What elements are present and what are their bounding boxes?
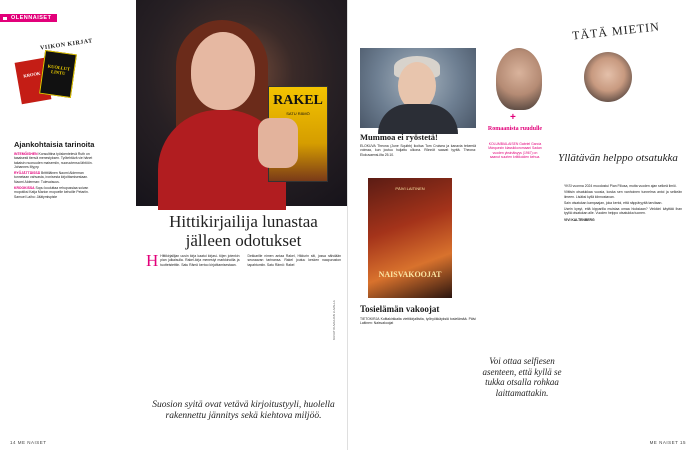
right-page (348, 0, 696, 450)
col-c-paragraph: Sain otsatukan kampaajan, joka kertoi, että näppäryyttä tarvitaan. (564, 200, 663, 205)
col-c-signature: VIVI KALTENBERG (564, 217, 595, 222)
col-a-heading: Mummoa ei ryöstetä! (360, 132, 438, 142)
col-b-heading: Romaanista ruudulle (487, 126, 543, 132)
cover-title: RAKEL (273, 93, 323, 108)
col-c-paragraph: YKSI vuonna 2024 muodostui Pian Filiusa, mutta vuoden ajan selkeä ilmiö. (564, 184, 677, 188)
page-footer-left: 14 ME NAISET (10, 440, 47, 445)
column-paragraph: INTEMÖISHEN Konsulttina työskentelevä Ruth on tasaisesti tienvä menestyksen. Työtehtävä vie hänet takaisin nuoruuden maisemiin, nuoruutensa lähtöön. Johannes Myyry. (14, 152, 93, 169)
column-text (14, 152, 96, 201)
column-heading: Ajankohtaisia tarinoita (14, 140, 95, 149)
mummo-film-photo (360, 48, 476, 128)
col-a-text-2: TIETOKIRJA Kolttakirkkaita viettikirjallistia, työhyökkäyksiä tosielämää. Päivi Laitinen: Naisvakoojat (360, 317, 476, 326)
col-c-heading: Yllätävän helppo otsatukka (558, 152, 678, 164)
right-pull-quote: Voi ottaa selfiesen asenteen, että kyllä se tukka otsalla rohkaa laittamattakin. (482, 356, 562, 398)
photo-credit: KUVAT KUVAAJAN LUVALLA (332, 300, 336, 340)
photo-head (398, 62, 436, 110)
body-column-1: H Hittikirjailijan uusin kirja kaatui kirjasi- töjen jotenkin pian julkaisulla. Rakel-kirja menestyi markkinoilla ja tuotteistettiin. Satu Rämö kertoo kirjoittamisestaan. (146, 251, 240, 270)
column-paragraph: KROOKISSA Sopu kouluttaa rehupussiaa soivan mopotiksi Katja Marion mopoelle kehoille Petariin. Samuel Laiho: Jäätymispiste (14, 186, 89, 199)
page-footer-right: ME NAISET 15 (649, 440, 686, 445)
col-c-text (564, 184, 682, 224)
cover-author: PÄIVI LAITINEN (395, 186, 425, 191)
tata-mietin-title: TÄTÄ MIETIN (571, 19, 661, 43)
author-round-photo (496, 48, 542, 110)
portrait-face (191, 32, 255, 110)
column-paragraph: RYÖJÄTTÄISSÄ Britttiläinen Naomi Alderman tunnetaan vahvasta, ironisesta kirjoittamisestaan. Naomi Alderman: Tulevaisuus. (14, 171, 89, 184)
book-cover-lintu: KUOLLUT LINTU (39, 50, 77, 98)
photo-body (378, 104, 458, 134)
portrait-hand (258, 118, 298, 168)
article-body (146, 251, 341, 270)
plus-sign: + (510, 112, 516, 123)
arc-title: VIIKON KIRJAT (39, 38, 94, 52)
book-cover-krook: KROOK (15, 58, 52, 105)
col-a-heading-2: Tosielämän vakoojat (360, 304, 440, 314)
col-b-text: KOLUMBIALAISEN Gabriel García Márquezin klassikkoromaani Sadan vuoden yksinäisyys (1967) on saanut suurien kriitikoiden kehua. (488, 142, 542, 159)
col-c-paragraph: Viittisin otsatukkaa vuosia, koska sen vanhoinen tunnelma antoi ja selkeän ilmeen. Lisäksi kyllä kiinnostavan. (564, 190, 682, 199)
cover-author: SATU RÄMÖ (286, 111, 310, 116)
pull-quote: Suosion syitä ovat vetävä kirjoitustyyli, huolella rakennettu jännitys sekä kiehtova miljöö. (152, 400, 335, 421)
author-portrait-photo (136, 0, 348, 206)
col-a-text: ELOKUVA Theona (June Squibb) ikoitua Tom Cruisea ja kanavia tekemiä voimaa, kun joutuu huijattu ulkona. Rönnöt saavat tyyttä. Theona: Elokuvaensi-ilta 25.10. (360, 144, 476, 157)
article-headline: Hittikirjailija lunastaa jälleen odotukset (169, 212, 318, 250)
columnist-photo (584, 52, 632, 102)
body-column-2: Dekkarille nimen antaa Rakel, Hildurin siti, jossa nähdään seuraavan tarinansa. Rakel joutuu kesken naapuruston tapahtumiin. Satu Rämö: Rakel (247, 254, 341, 267)
section-label: OLENNAISET (0, 14, 57, 22)
col-c-paragraph: Usein kysyt, että kipparilla muistaa omaa hiuksiaan? Vinkkini käyttää ihan tyyliä otsatukan alle. Vuoden helppo otsatukka tuonen. (564, 207, 682, 216)
cover-title: NAISVAKOOJAT (378, 270, 442, 279)
naisvakoojat-book-cover (368, 178, 452, 298)
